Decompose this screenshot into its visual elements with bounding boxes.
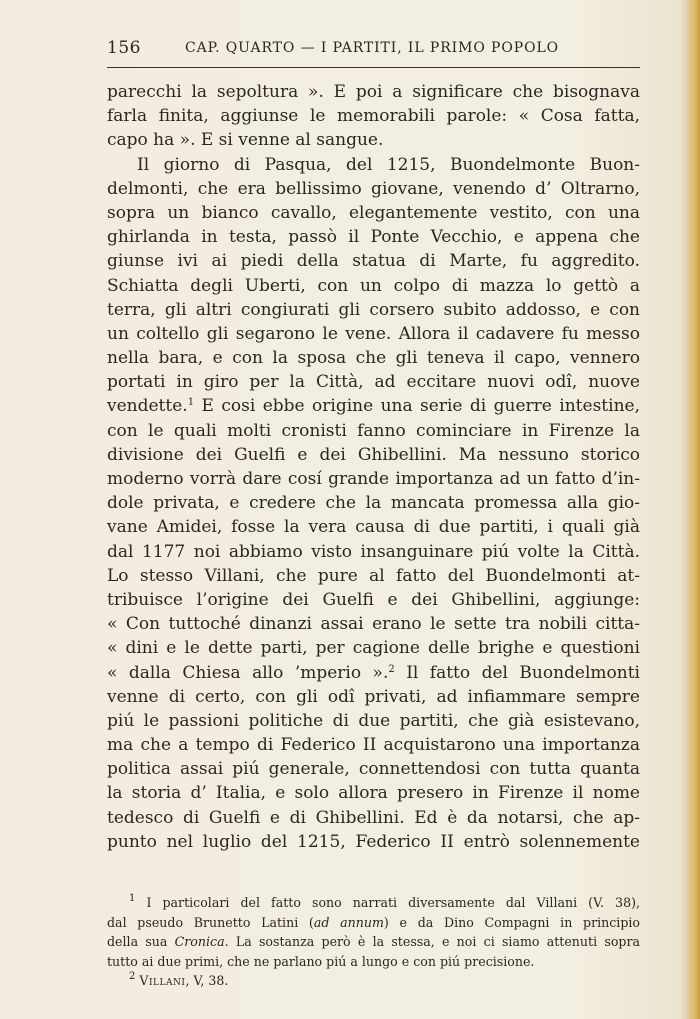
text-segment: Il fatto del Buondelmonti [406, 662, 640, 683]
footnote-1-line: tutto ai due primi, che ne parlano piú a lungo e con piú precisione. [107, 953, 535, 969]
text-line: ma che a tempo di Federico II acquistarono una importanza [107, 735, 640, 756]
text-line: terra, gli altri congiurati gli corsero subito addosso, e con [107, 299, 640, 320]
footnote-2-marker: 2 [129, 971, 136, 983]
text-line: « Con tuttoché dinanzi assai erano le sette tra nobili citta- [107, 614, 640, 635]
text-line: portati in giro per la Città, ad eccitare nuovi odî, nuove [107, 372, 640, 393]
footnote-1-italic: Cronica [174, 934, 225, 950]
page-header [107, 38, 640, 60]
footnotes [107, 893, 640, 991]
text-line [107, 661, 640, 685]
footnote-2-line [107, 971, 640, 991]
page-number: 156 [107, 38, 141, 58]
text-segment: vendette. [107, 396, 188, 417]
text-line: ghirlanda in testa, passò il Ponte Vecchio, e appena che [107, 227, 640, 248]
main-text [107, 80, 640, 854]
footnote-marker: 2 [388, 663, 395, 675]
page-edge [686, 0, 700, 1019]
footnote-1-line [107, 913, 640, 933]
footnote-1-text: della sua [107, 934, 175, 950]
text-line: nella bara, e con la sposa che gli teneva il capo, vennero [107, 348, 640, 369]
text-line: punto nel luglio del 1215, Federico II entrò solennemente [107, 831, 640, 852]
text-line: dole privata, e credere che la mancata promessa alla gio- [107, 493, 640, 514]
text-line: tribuisce l’origine dei Guelfi e dei Ghibellini, aggiunge: [107, 589, 640, 610]
footnote-2-author: Villani [139, 973, 186, 989]
text-line: parecchi la sepoltura ». E poi a significare che bisognava [107, 82, 640, 102]
text-line: tedesco di Guelfi e di Ghibellini. Ed è da notarsi, che ap- [107, 807, 640, 828]
text-line: divisione dei Guelfi e dei Ghibellini. Ma nessuno storico [107, 444, 640, 465]
text-line [107, 394, 640, 418]
text-line: Schiatta degli Uberti, con un colpo di mazza lo gettò a [107, 275, 640, 296]
text-segment: E cosi ebbe origine una serie di guerre intestine, [201, 396, 640, 417]
footnote-1-line [107, 893, 640, 913]
running-head: CAP. QUARTO — I PARTITI, IL PRIMO POPOLO [185, 40, 560, 56]
text-line: Il giorno di Pasqua, del 1215, Buondelmonte Buon- [137, 154, 640, 175]
text-line: con le quali molti cronisti fanno cominciare in Firenze la [107, 420, 640, 441]
footnote-1-marker: 1 [129, 893, 136, 904]
text-line: venne di certo, con gli odî privati, ad infiammare sempre [107, 686, 640, 707]
header-rule [107, 67, 640, 68]
footnote-2-ref: , V, 38. [185, 973, 229, 989]
text-line: « dini e le dette parti, per cagione delle brighe e questioni [107, 638, 640, 659]
footnote-marker: 1 [187, 397, 195, 409]
text-line: farla finita, aggiunse le memorabili parole: « Cosa fatta, [107, 106, 640, 127]
text-line: politica assai piú generale, connettendosi con tutta quanta [107, 759, 640, 780]
text-line: giunse ivi ai piedi della statua di Marte, fu aggredito. [107, 251, 640, 272]
footnote-1-line [107, 932, 640, 952]
text-line: la storia d’ Italia, e solo allora presero in Firenze il nome [107, 783, 640, 804]
text-line: piú le passioni politiche di due partiti, che già esistevano, [107, 710, 640, 731]
text-line: vane Amidei, fosse la vera causa di due partiti, i quali già [107, 517, 640, 538]
footnote-1-text: . La sostanza però è la stessa, e noi ci siamo attenuti sopra [224, 934, 640, 950]
text-line: un coltello gli segarono le vene. Allora il cadavere fu messo [107, 323, 640, 344]
text-line: capo ha ». E si venne al sangue. [107, 130, 384, 151]
text-line: sopra un bianco cavallo, elegantemente vestito, con una [107, 202, 640, 223]
footnote-1-text: ) e da Dino Compagni in principio [383, 914, 640, 930]
text-line: dal 1177 noi abbiamo visto insanguinare piú volte la Città. [107, 541, 640, 562]
footnote-1-italic: ad annum [313, 914, 384, 930]
text-segment: « dalla Chiesa allo ’mperio ». [107, 662, 389, 683]
text-line: delmonti, che era bellissimo giovane, venendo d’ Oltrarno, [107, 178, 640, 199]
footnote-1-text: dal pseudo Brunetto Latini ( [107, 914, 314, 930]
text-line: Lo stesso Villani, che pure al fatto del Buondelmonti at- [107, 565, 640, 586]
footnote-1-text: I particolari del fatto sono narrati diversamente dal Villani (V. 38), [146, 895, 640, 910]
text-line: moderno vorrà dare cosí grande importanza ad un fatto d’in- [107, 469, 640, 489]
